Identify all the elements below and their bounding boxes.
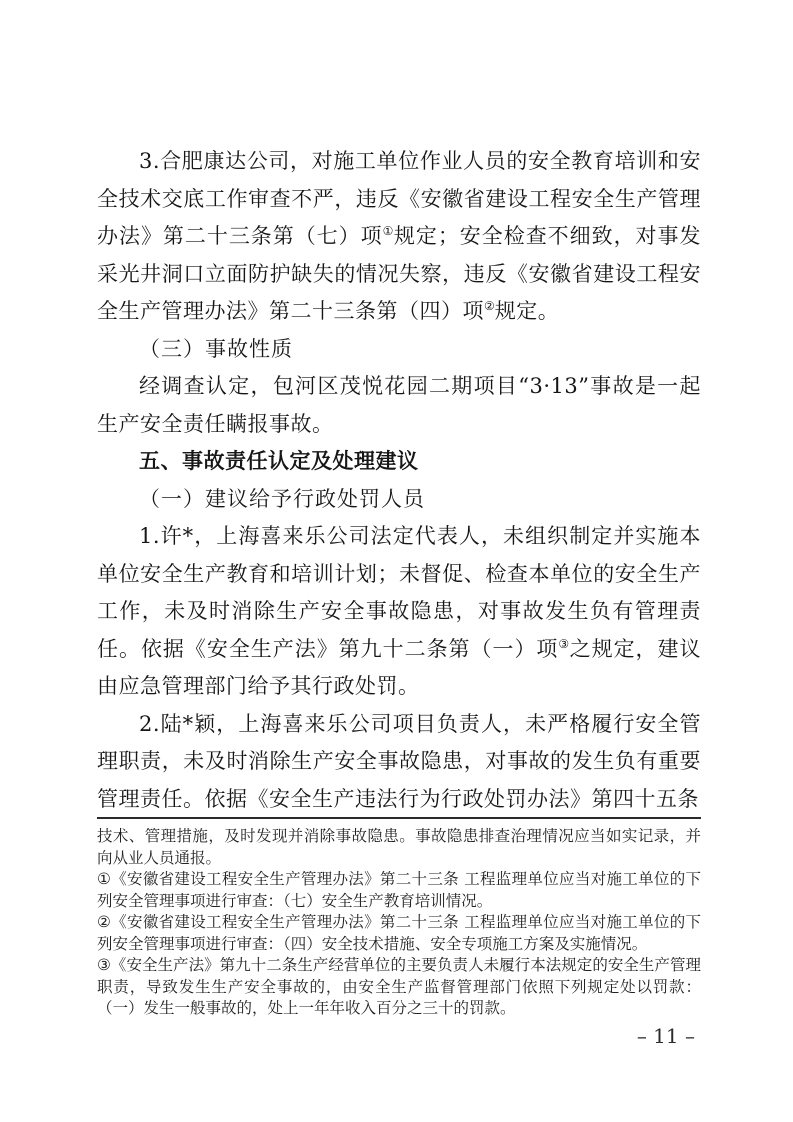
para-supervision-company	[97, 143, 701, 331]
text-run: （一）建议给予行政处罚人员	[139, 486, 425, 511]
footnote-item: ①《安徽省建设工程安全生产管理办法》第二十三条 工程监理单位应当对施工单位的下列安全管理事项进行审查：（七）安全生产教育培训情况。	[97, 870, 701, 910]
footnote-item: ③《安全生产法》第九十二条生产经营单位的主要负责人未履行本法规定的安全生产管理职责，导致发生生产安全事故的，由安全生产监督管理部门依照下列规定处以罚款：（一）发生一般事故的，处上一年年收入百分之三十的罚款。	[97, 956, 701, 1017]
para-person-lu	[97, 706, 701, 819]
footnote-ref: ③	[558, 636, 570, 651]
text-run: 3.合肥康达公司，对施工单位作业人员的安全教育培训和安全技术交底工作审查不严，违反《安徽省建设工程安全生产管理办法》第二十三条第（七）项	[97, 149, 701, 248]
document-body	[97, 143, 701, 818]
footnote-item: ②《安徽省建设工程安全生产管理办法》第二十三条 工程监理单位应当对施工单位的下列安全管理事项进行审查：（四）安全技术措施、安全专项施工方案及实施情况。	[97, 913, 701, 953]
text-run: 五、事故责任认定及处理建议	[139, 449, 419, 473]
text-run: 2.陆*颖，上海喜来乐公司项目负责人，未严格履行安全管理职责，未及时消除生产安全事故隐患，对事故的发生负有重要管理责任。依据《安全生产违法行为行政处罚办法》第四十五条	[97, 711, 701, 811]
footnotes-section	[97, 817, 701, 1020]
para-accident-nature-heading	[97, 331, 701, 369]
text-run: 经调查认定，包河区茂悦花园二期项目“3·13”事故是一起生产安全责任瞒报事故。	[97, 374, 701, 436]
para-section-five-heading	[97, 443, 701, 481]
footnote-item: 技术、管理措施，及时发现并消除事故隐患。事故隐患排查治理情况应当如实记录，并向从业人员通报。	[97, 827, 701, 867]
text-run: 规定；安全检查不细致，对事发采光井洞口立面防护缺失的情况失察，违反《安徽省建设工程安全生产管理办法》第二十三条第（四）项	[97, 224, 701, 323]
para-accident-nature	[97, 368, 701, 443]
para-admin-penalty-heading	[97, 481, 701, 519]
text-run: 之规定，建议由应急管理部门给予其行政处罚。	[97, 636, 701, 698]
text-run: 规定。	[494, 299, 560, 323]
para-person-xu	[97, 518, 701, 706]
footnote-ref: ①	[382, 224, 394, 238]
text-run: （三）事故性质	[139, 336, 293, 361]
page-number: – 11 –	[636, 1024, 695, 1048]
footnote-ref: ②	[484, 299, 495, 313]
text-run: 1.许*，上海喜来乐公司法定代表人，未组织制定并实施本单位安全生产教育和培训计划；未督促、检查本单位的安全生产工作，未及时消除生产安全事故隐患，对事故发生负有管理责任。依据《安全生产法》第九十二条第（一）项	[97, 524, 701, 661]
